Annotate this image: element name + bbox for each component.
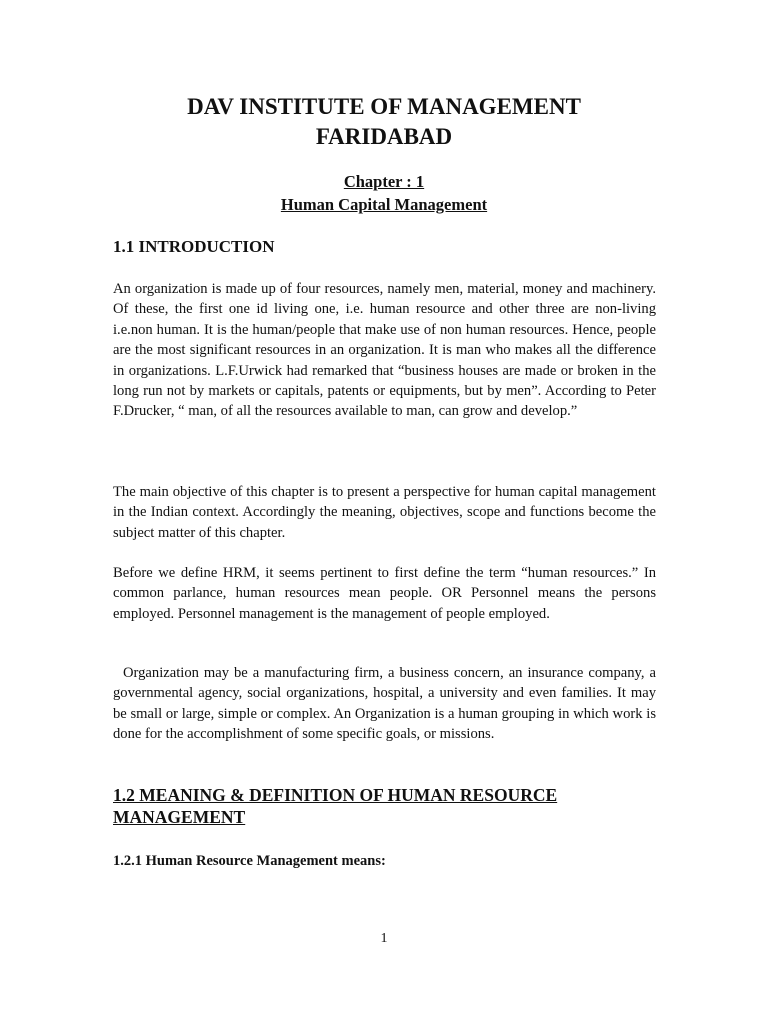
paragraph-chapter-objective: The main objective of this chapter is to present a perspective for human capital management in the Indian context. Accordingly the meaning, objectives, scope and functions become the subject matter of this chapter.	[113, 484, 656, 541]
section-heading-introduction: 1.1 INTRODUCTION	[113, 237, 275, 256]
institute-city: FARIDABAD	[315, 124, 453, 149]
chapter-label: Chapter : 1	[343, 172, 425, 191]
subsection-heading-hrm-means: 1.2.1 Human Resource Management means:	[113, 853, 386, 869]
paragraph-organization-types: Organization may be a manufacturing firm, a business concern, an insurance company, a governmental agency, social organizations, hospital, a university and even families. It may be small or large, simple or complex. An Organization is a human grouping in which work is done for the accomplishment of some specific goals, or missions.	[113, 665, 656, 743]
paragraph-organization-resources: An organization is made up of four resources, namely men, material, money and machinery. Of these, the first one id living one, i.e. human resource and other three are non-living i.e.non human. It is the human/people that make use of non human resources. Hence, people are the most significant resources in an organization. It is man who makes all the difference in organizations. L.F.Urwick had remarked that “business houses are made or broken in the long run not by markets or capitals, patents or equipments, but by men”. According to Peter F.Drucker, “ man, of all the resources available to man, can grow and develop.”	[113, 281, 656, 420]
page-number: 1	[380, 931, 388, 946]
institute-name: DAV INSTITUTE OF MANAGEMENT	[187, 94, 581, 119]
chapter-title: Human Capital Management	[280, 195, 488, 214]
section-heading-meaning-definition: 1.2 MEANING & DEFINITION OF HUMAN RESOURCE MANAGEMENT	[113, 785, 558, 827]
paragraph-human-resources-definition: Before we define HRM, it seems pertinent to first define the term “human resources.” In common parlance, human resources mean people. OR Personnel means the persons employed. Personnel management is the management of people employed.	[113, 565, 656, 622]
